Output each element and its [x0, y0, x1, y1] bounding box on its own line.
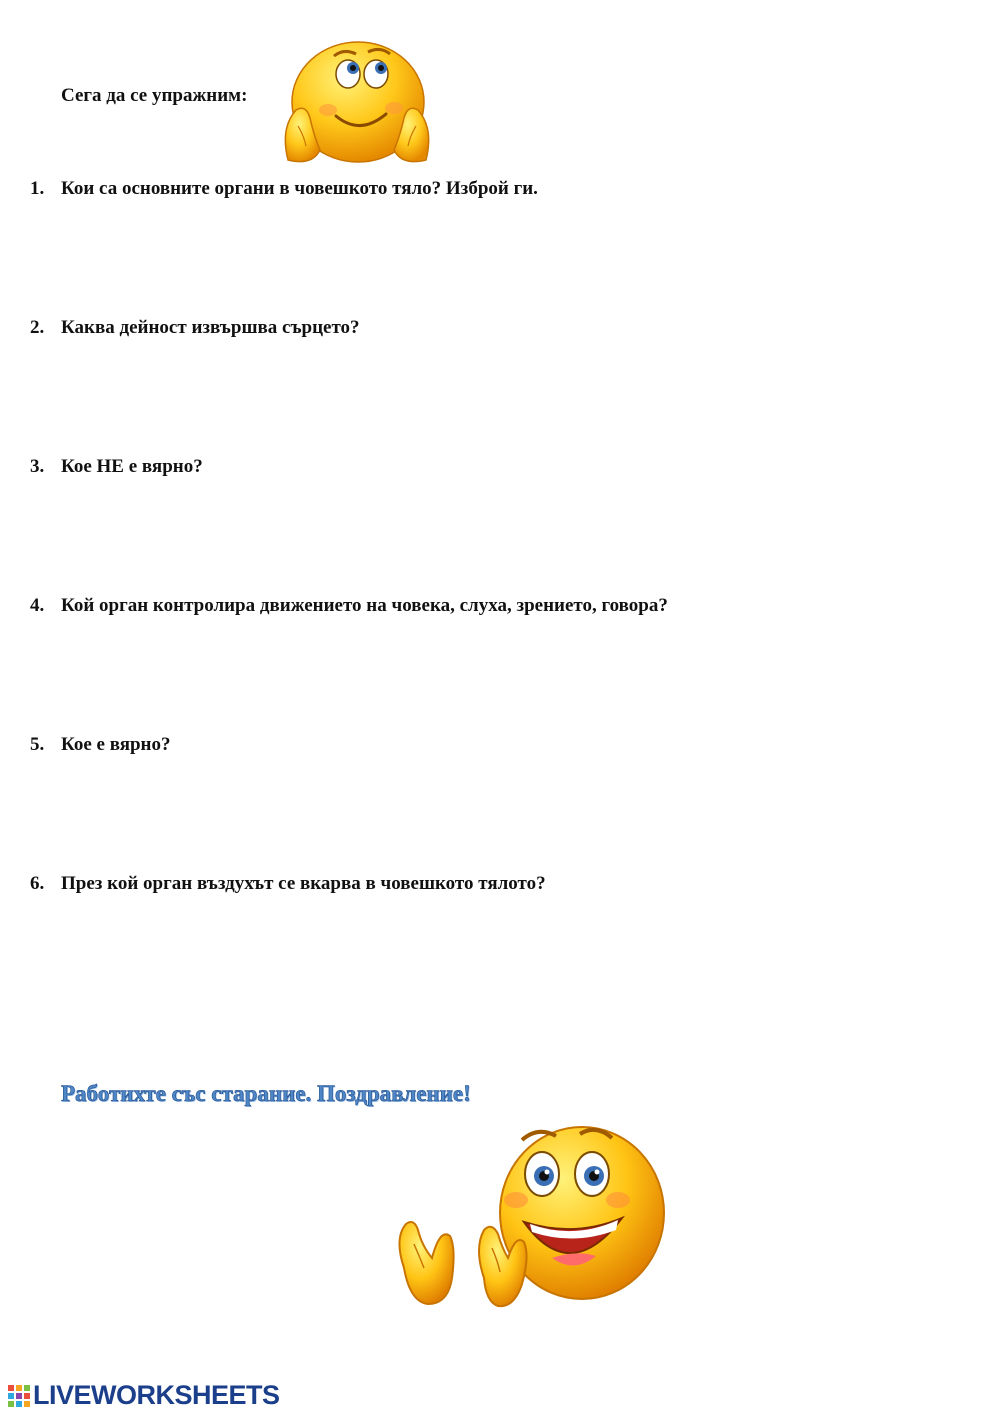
question-text: Кое е вярно?: [61, 734, 171, 755]
question-number: 2.: [30, 317, 45, 338]
question-number: 5.: [30, 734, 45, 755]
question-5: [30, 734, 171, 756]
liveworksheets-grid-icon: [8, 1385, 30, 1407]
liveworksheets-wordmark: LIVEWORKSHEETS: [33, 1380, 280, 1410]
question-1: [30, 178, 538, 200]
thinking-smiley-icon: [276, 40, 436, 172]
question-text: Кое НЕ е вярно?: [61, 456, 203, 477]
question-2: [30, 317, 360, 339]
clapping-smiley-icon: [392, 1118, 667, 1313]
question-number: 1.: [30, 178, 45, 199]
praise-message: Работихте със старание. Поздравление!: [61, 1081, 471, 1106]
question-text: През кой орган въздухът се вкарва в човешкото тялото?: [61, 873, 546, 894]
question-text: Каква дейност извършва сърцето?: [61, 317, 360, 338]
intro-heading: Сега да се упражним:: [61, 85, 248, 106]
question-text: Кой орган контролира движението на човека, слуха, зрението, говора?: [61, 595, 668, 616]
question-number: 3.: [30, 456, 45, 477]
footer-logo: [8, 1380, 280, 1411]
question-4: [30, 595, 668, 617]
question-text: Кои са основните органи в човешкото тяло? Изброй ги.: [61, 178, 538, 199]
question-3: [30, 456, 203, 478]
question-6: [30, 873, 546, 895]
question-number: 6.: [30, 873, 45, 894]
question-number: 4.: [30, 595, 45, 616]
